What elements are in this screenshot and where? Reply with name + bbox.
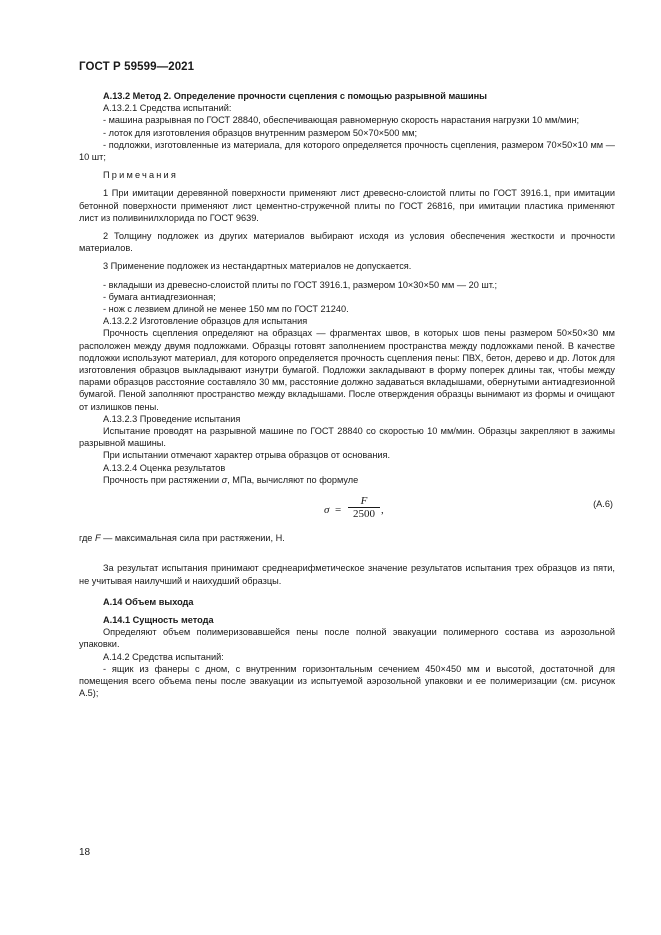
formula-comma: , xyxy=(381,504,384,517)
a14-1-text: Определяют объем полимеризовавшейся пены после полной эвакуации полимерного состава из аэрозольной упаковки. xyxy=(79,627,615,650)
tool-item: - нож с лезвием длиной не менее 150 мм по ГОСТ 21240. xyxy=(103,304,349,315)
note-item: 3 Применение подложек из нестандартных материалов не допускается. xyxy=(103,261,412,272)
force-symbol: F xyxy=(94,533,101,544)
test-text: Испытание проводят на разрывной машине по ГОСТ 28840 со скоростью 10 мм/мин. Образцы закрепляют в зажимы разрывной машины. xyxy=(79,426,615,449)
subsection-a13-2-1: А.13.2.1 Средства испытаний: xyxy=(103,103,232,114)
where-text: где F — максимальная сила при растяжении, Н. xyxy=(79,533,285,544)
document-header: ГОСТ Р 59599—2021 xyxy=(79,61,195,73)
formula-denominator: 2500 xyxy=(353,508,375,521)
formula-a6 xyxy=(79,493,615,523)
subsection-a14-2: А.14.2 Средства испытаний: xyxy=(103,651,224,662)
formula-number: (А.6) xyxy=(593,499,613,510)
notes-title: Примечания xyxy=(103,170,179,181)
preparation-text: Прочность сцепления определяют на образцах — фрагментах швов, в которых шов пены размером 50×50×30 мм расположен между двумя подложками. Образцы готовят заполнением пространства между подложками пеной. В качестве подложки используют материал, для которого определяется прочность сцепления пены: ПВХ, бетон, дерево и др. Лоток для изготовления образцов выкладывают изнутри бумагой. Подложки закладывают в форму поперек длины так, чтобы между парами образцов расстояние составляло 30 мм, расстояние должно задаваться вкладышами, обернутыми антиадгезионной бумагой. Пеной заполняют пространство между вкладышами. После отверждения образцы вынимают из формы и очищают от излишков пены. xyxy=(79,328,615,412)
result-text: За результат испытания принимают среднеарифметическое значение результатов испытания трех образцов из пяти, не учитывая наилучший и наихудший образцы. xyxy=(79,563,615,586)
section-a13-2-title: А.13.2 Метод 2. Определение прочности сцепления с помощью разрывной машины xyxy=(103,91,487,101)
test-text-2: При испытании отмечают характер отрыва образцов от основания. xyxy=(103,450,391,461)
tool-item: - лоток для изготовления образцов внутренним размером 50×70×500 мм; xyxy=(103,127,418,138)
section-a14-title: А.14 Объем выхода xyxy=(103,596,194,607)
tool-item: - вкладыши из древесно-слоистой плиты по ГОСТ 3916.1, размером 10×30×50 мм — 20 шт.; xyxy=(103,279,498,290)
a14-2-text: - ящик из фанеры с дном, с внутренним горизонтальным сечением 450×450 мм и высотой, достаточной для помещения всего объема пены после эвакуации из испытуемой аэрозольной упаковки и ее полимеризации (см. рисунок А.5); xyxy=(79,663,615,699)
formula-fraction xyxy=(348,495,380,520)
sigma-symbol: σ xyxy=(221,474,228,485)
tool-item: - подложки, изготовленные из материала, для которого определяется прочность сцепления, размером 70×50×10 мм — 10 шт; xyxy=(79,139,615,163)
note-item: 1 При имитации деревянной поверхности применяют лист древесно-слоистой плиты по ГОСТ 3916.1, при имитации бетонной поверхности применяют лист цементно-стружечной плиты по ГОСТ 26816, при имитации пластика применяют лист из поливинилхлорида по ГОСТ 9639. xyxy=(79,188,615,223)
note-item: 2 Толщину подложек из других материалов выбирают исходя из условия обеспечения жесткости и прочности материалов. xyxy=(79,231,615,254)
formula-numerator: F xyxy=(348,495,380,508)
subsection-a13-2-2: А.13.2.2 Изготовление образцов для испытания xyxy=(103,316,308,327)
subsection-a13-2-4: А.13.2.4 Оценка результатов xyxy=(103,462,226,473)
page-number: 18 xyxy=(79,847,91,858)
tool-item: - бумага антиадгезионная; xyxy=(103,291,216,302)
section-a14-1-title: А.14.1 Сущность метода xyxy=(103,614,214,625)
subsection-a13-2-3: А.13.2.3 Проведение испытания xyxy=(103,413,241,424)
formula-eq: = xyxy=(335,504,342,517)
document-body xyxy=(79,90,615,699)
strength-intro: Прочность при растяжении σ, МПа, вычисляют по формуле xyxy=(103,474,359,485)
formula-lhs: σ xyxy=(324,504,330,517)
tool-item: - машина разрывная по ГОСТ 28840, обеспечивающая равномерную скорость нарастания нагрузки 10 мм/мин; xyxy=(103,115,580,126)
